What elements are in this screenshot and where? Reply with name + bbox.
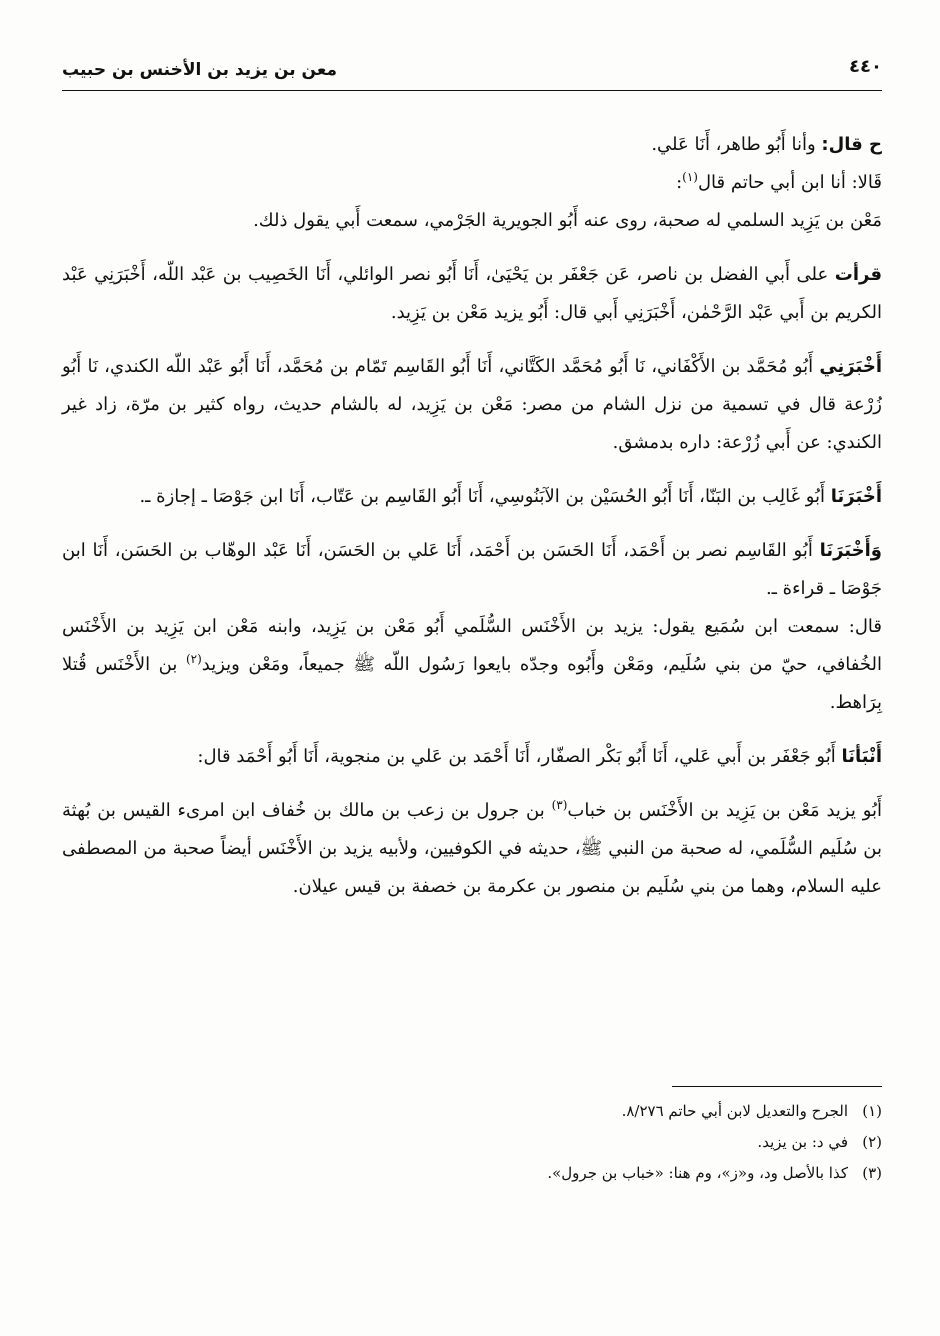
paragraph-text: وأنا أَبُو طاهر، أَنَا عَلي. — [651, 134, 822, 155]
footnote — [62, 1127, 882, 1158]
paragraph-tail: : — [676, 172, 683, 193]
footnote — [62, 1096, 882, 1127]
paragraph-text: أَبُو القَاسِم نصر بن أَحْمَد، أَنَا الحَسَن بن أَحْمَد، أَنَا عَلي بن الحَسَن، أَنَا عَبْد الوهّاب بن الحَسَن، أَنَا ابن جَوْصَا ـ قراءة ـ. — [62, 540, 882, 599]
paragraph — [62, 126, 882, 164]
footnote-number: (١) — [862, 1102, 882, 1120]
paragraph-text: أَبُو يزيد مَعْن بن يَزِيد بن الأَخْنَس بن خباب — [567, 800, 883, 821]
paragraph-text: على أَبي الفضل بن ناصر، عَن جَعْفَر بن يَحْيَىٰ، أَنَا أَبُو نصر الوائلي، أَنَا الخَصِيب بن عَبْد اللّه، أَخْبَرَنِي عَبْد الكريم بن أَبي عَبْد الرَّحْمٰن، أَخْبَرَنِي أَبي قال: أَبُو يزيد مَعْن بن يَزِيد. — [62, 264, 882, 323]
paragraph — [62, 532, 882, 608]
paragraph-lead: أَخْبَرَنِي — [819, 356, 882, 377]
paragraph — [62, 256, 882, 332]
paragraph-lead: أَنْبَأنَا — [841, 746, 882, 767]
paragraph-text: أَبُو جَعْفَر بن أَبي عَلي، أَنَا أَبُو بَكْر الصفّار، أَنَا أَحْمَد بن عَلي بن منجوية، أَنَا أَبُو أَحْمَد قال: — [197, 746, 842, 767]
running-title: معن بن يزيد بن الأخنس بن حبيب — [62, 60, 337, 80]
footnote-ref: (١) — [682, 170, 698, 184]
footnote-text: في د: بن يزيد. — [757, 1133, 848, 1151]
page-number: ٤٤٠ — [849, 56, 882, 77]
footnotes — [62, 1096, 882, 1189]
paragraph-tail: بن الأَخْنَس قُتلا بِرَاهط. — [62, 654, 882, 713]
book-page — [62, 40, 882, 1320]
paragraph — [62, 738, 882, 776]
footnote-number: (٣) — [862, 1164, 882, 1182]
paragraph — [62, 792, 882, 906]
paragraph — [62, 348, 882, 462]
footnote-number: (٢) — [862, 1133, 882, 1151]
paragraph — [62, 202, 882, 240]
page-body — [62, 126, 882, 922]
paragraph-lead: ح قال: — [821, 134, 882, 155]
paragraph-text: أَبُو غَالِب بن البَنّا، أَنَا أَبُو الحُسَيْن بن الآبَنُوسِي، أَنَا أَبُو القَاسِم بن عَتّاب، أَنَا ابن جَوْصَا ـ إجازة ـ. — [139, 486, 831, 507]
footnote-text: الجرح والتعديل لابن أبي حاتم ٨/٢٧٦. — [621, 1102, 848, 1120]
paragraph — [62, 478, 882, 516]
footnote-ref: (٣) — [551, 798, 568, 812]
paragraph-lead: وَأَخْبَرَنَا — [819, 540, 882, 561]
paragraph — [62, 164, 882, 202]
paragraph-lead: أَخْبَرَنَا — [830, 486, 882, 507]
paragraph-lead: قرأت — [834, 264, 882, 285]
footnote — [62, 1158, 882, 1189]
paragraph-tail: بن جرول بن زعب بن مالك بن خُفاف ابن امرىء القيس بن بُهثة بن سُلَيم السُّلَمي، له صحبة من النبي ﷺ، حديثه في الكوفيين، ولأبيه يزيد بن الأَخْنَس أيضاً صحبة من المصطفى عليه السلام، وهما من بني سُلَيم بن منصور بن عكرمة بن خصفة بن قيس عيلان. — [62, 800, 882, 897]
page-header — [62, 54, 882, 91]
footnote-ref: (٢) — [185, 652, 202, 666]
paragraph-text: أَبُو مُحَمَّد بن الأَكْفَاني، نَا أَبُو مُحَمَّد الكَتَّاني، أَنَا أَبُو القَاسِم تَمّام بن مُحَمَّد، أَنَا أَبُو عَبْد اللّه الكندي، نَا أَبُو زُرْعة قال في تسمية من نزل الشام من مصر: مَعْن بن يَزِيد، له بالشام حديث، رواه كثير بن مرّة، زاد غير الكندي: عن أَبي زُرْعة: داره بدمشق. — [62, 356, 882, 453]
paragraph-text: مَعْن بن يَزِيد السلمي له صحبة، روى عنه أَبُو الجويرية الجَرْمي، سمعت أَبي يقول ذلك. — [253, 210, 882, 231]
paragraph-text: قال: سمعت ابن سُمَيع يقول: يزيد بن الأَخْنَس السُّلَمي أَبُو مَعْن بن يَزِيد، وابنه مَعْن ابن يَزِيد بن الأَخْنَس الخُفافي، حيّ من بني سُلَيم، ومَعْن وأَبُوه وجدّه بايعوا رَسُول اللّه ﷺ جميعاً، ومَعْن ويزيد — [62, 616, 882, 675]
footnote-text: كذا بالأصل ود، و«ز»، وم هنا: «خباب بن جرول». — [547, 1164, 848, 1182]
paragraph-text: قَالا: أنا ابن أبي حاتم قال — [697, 172, 882, 193]
paragraph — [62, 608, 882, 722]
footnote-divider — [672, 1086, 882, 1087]
